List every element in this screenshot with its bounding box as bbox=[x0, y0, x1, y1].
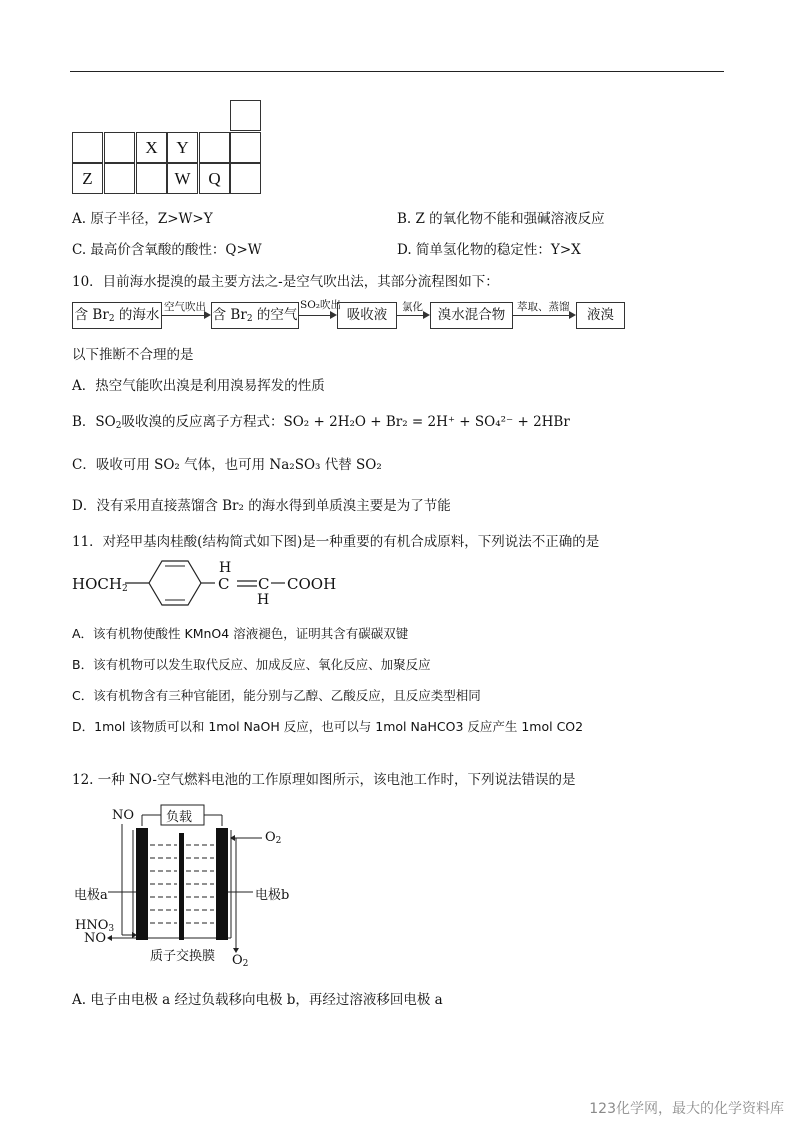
label-o2-out bbox=[232, 953, 248, 969]
flow-box-absorbent: 吸收液 bbox=[337, 302, 397, 329]
flow-arrow bbox=[299, 315, 330, 316]
q11-option-d: D．1mol 该物质可以和 1mol NaOH 反应，也可以与 1mol NaHCO3 反应产生 1mol CO2 bbox=[72, 719, 584, 734]
flow-sub: 2 bbox=[246, 314, 253, 324]
q10-option-a: A．热空气能吹出溴是利用溴易挥发的性质 bbox=[72, 378, 325, 394]
q11-option-b: B．该有机物可以发生取代反应、加成反应、氧化反应、加聚反应 bbox=[72, 657, 431, 672]
flow-box-mixture: 溴水混合物 bbox=[430, 302, 513, 329]
flow-box-seawater bbox=[72, 302, 162, 329]
struct-sub: 2 bbox=[121, 584, 128, 594]
watermark: 123化学网，最大的化学资料库 bbox=[589, 1101, 784, 1117]
grid-cell bbox=[72, 132, 103, 163]
grid-cell bbox=[104, 132, 135, 163]
flow-arrow-label: SO₂吹出 bbox=[300, 299, 342, 311]
flow-text: 的空气 bbox=[252, 307, 298, 323]
q11-option-c: C．该有机物含有三种官能团，能分别与乙醇、乙酸反应，且反应类型相同 bbox=[72, 688, 481, 703]
top-rule bbox=[70, 71, 724, 72]
flow-arrow bbox=[162, 315, 204, 316]
flow-sub: 2 bbox=[108, 314, 115, 324]
label-electrode-a: 电极a bbox=[74, 888, 108, 903]
q12-option-a: A. 电子由电极 a 经过负载移向电极 b，再经过溶液移回电极 a bbox=[72, 992, 443, 1008]
option-sub: 2 bbox=[115, 421, 122, 431]
label-text: O bbox=[232, 953, 243, 968]
arrow-head-icon bbox=[204, 311, 211, 319]
grid-cell bbox=[136, 163, 167, 194]
label-text: HNO bbox=[75, 918, 109, 933]
grid-cell-y: Y bbox=[167, 132, 198, 163]
grid-cell bbox=[104, 163, 135, 194]
q10-option-b bbox=[72, 410, 570, 431]
label-text: O bbox=[265, 830, 276, 845]
q11-stem: 11．对羟甲基肉桂酸(结构简式如下图)是一种重要的有机合成原料，下列说法不正确的是 bbox=[72, 534, 600, 550]
flow-arrow bbox=[513, 315, 569, 316]
flow-text: 含 Br bbox=[212, 307, 247, 323]
label-sub: 2 bbox=[242, 959, 249, 969]
label-sub: 2 bbox=[275, 836, 282, 846]
grid-cell-q: Q bbox=[199, 163, 230, 194]
struct-cooh: COOH bbox=[287, 575, 337, 593]
flow-arrow-label: 萃取、蒸馏 bbox=[517, 301, 570, 313]
struct-c1: C bbox=[218, 575, 230, 593]
q9-option-a: A. 原子半径，Z>W>Y bbox=[72, 211, 213, 227]
q9-option-c: C. 最高价含氧酸的酸性：Q>W bbox=[72, 242, 262, 258]
struct-hoch2 bbox=[72, 575, 128, 594]
flow-arrow bbox=[397, 315, 423, 316]
q10-option-c: C．吸收可用 SO₂ 气体，也可用 Na₂SO₃ 代替 SO₂ bbox=[72, 457, 382, 473]
option-text: 吸收溴的反应离子方程式： bbox=[121, 414, 284, 430]
struct-h-bottom: H bbox=[257, 592, 270, 608]
grid-cell bbox=[199, 132, 230, 163]
arrow-head-icon bbox=[423, 311, 430, 319]
label-electrode-b: 电极b bbox=[255, 888, 290, 903]
label-o2-in bbox=[265, 830, 281, 846]
flow-text: 的海水 bbox=[114, 307, 160, 323]
flow-box-air bbox=[211, 302, 299, 329]
flow-arrow-label: 氯化 bbox=[402, 301, 423, 313]
grid-cell-x: X bbox=[136, 132, 167, 163]
grid-cell-z: Z bbox=[72, 163, 103, 194]
q12-stem: 12. 一种 NO-空气燃料电池的工作原理如图所示，该电池工作时，下列说法错误的是 bbox=[72, 772, 576, 788]
q10-option-d: D．没有采用直接蒸馏含 Br₂ 的海水得到单质溴主要是为了节能 bbox=[72, 498, 451, 514]
flow-arrow-label: 空气吹出 bbox=[164, 301, 206, 313]
struct-c2: C bbox=[258, 575, 270, 593]
label-no-out: NO bbox=[84, 931, 107, 946]
struct-h-top: H bbox=[219, 560, 232, 576]
label-load: 负载 bbox=[166, 810, 193, 825]
label-membrane: 质子交换膜 bbox=[150, 949, 216, 964]
option-text: B．SO bbox=[72, 414, 116, 430]
q10-prompt: 以下推断不合理的是 bbox=[72, 347, 194, 363]
flow-text: 含 Br bbox=[74, 307, 109, 323]
grid-cell bbox=[230, 132, 261, 163]
arrow-head-icon bbox=[330, 311, 337, 319]
equation: SO₂ + 2H₂O + Br₂ = 2H⁺ + SO₄²⁻ + 2HBr bbox=[283, 414, 570, 430]
q10-stem: 10．目前海水提溴的最主要方法之-是空气吹出法，其部分流程图如下： bbox=[72, 274, 499, 290]
grid-cell-w: W bbox=[167, 163, 198, 194]
label-sub: 3 bbox=[108, 924, 115, 934]
grid-top-cell bbox=[230, 100, 261, 131]
q9-option-b: B. Z 的氧化物不能和强碱溶液反应 bbox=[397, 211, 605, 227]
struct-text: HOCH bbox=[72, 575, 122, 593]
q11-option-a: A．该有机物使酸性 KMnO4 溶液褪色，证明其含有碳碳双键 bbox=[72, 626, 409, 641]
q9-option-d: D. 简单氢化物的稳定性：Y>X bbox=[397, 242, 581, 258]
label-no-in: NO bbox=[112, 808, 135, 823]
grid-cell bbox=[230, 163, 261, 194]
arrow-head-icon bbox=[569, 311, 576, 319]
flow-box-liquid-bromine: 液溴 bbox=[576, 302, 625, 329]
